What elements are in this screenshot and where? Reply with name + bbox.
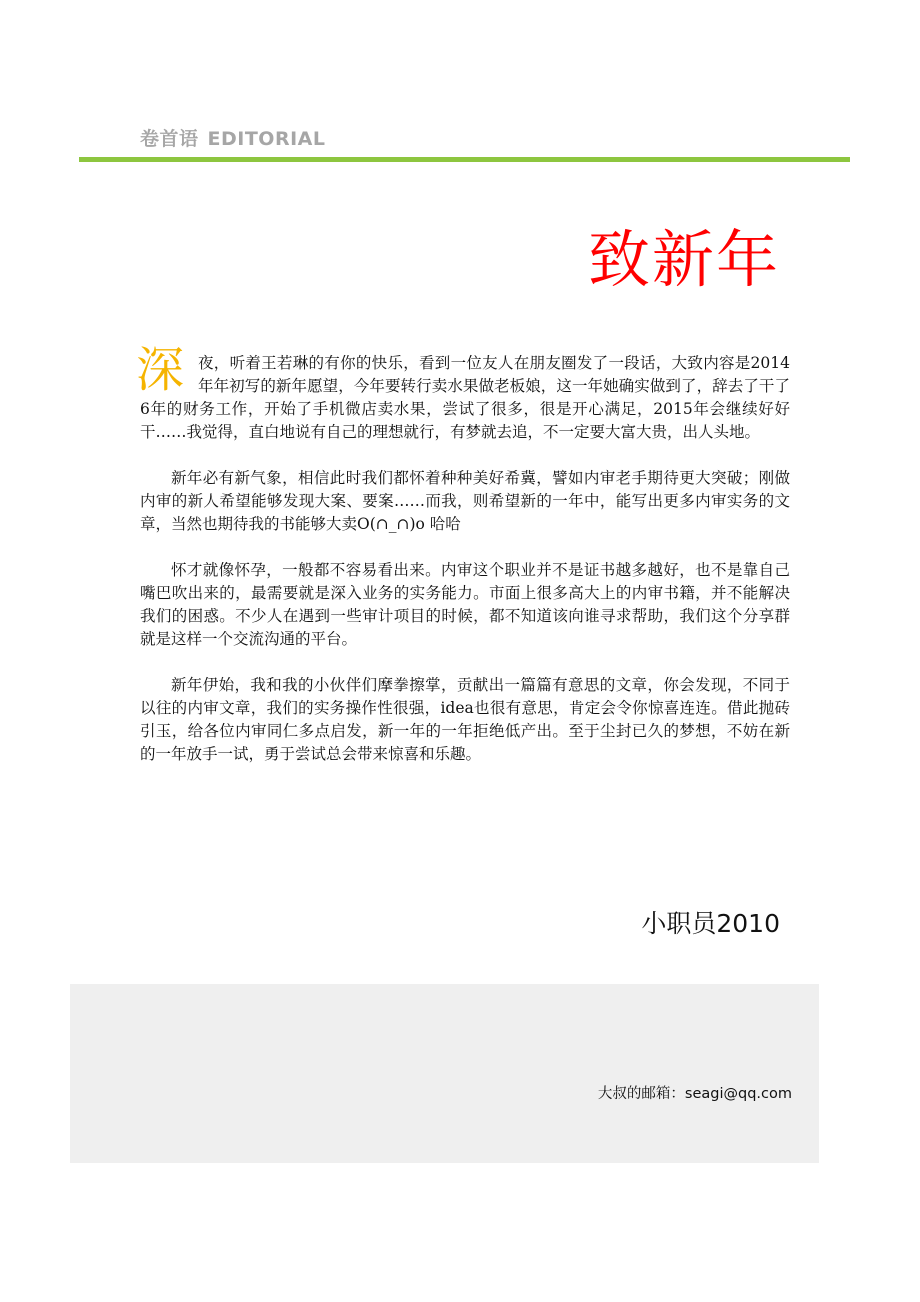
section-label-cn: 卷首语 — [140, 128, 199, 150]
page-title: 致新年 — [587, 223, 780, 296]
article-paragraph-3: 怀才就像怀孕，一般都不容易看出来。内审这个职业并不是证书越多越好，也不是靠自己嘴巴吹出来的，最需要就是深入业务的实务能力。市面上很多高大上的内审书籍，并不能解决我们的困惑。不少人在遇到一些审计项目的时候，都不知道该向谁寻求帮助，我们这个分享群就是这样一个交流沟通的平台。 — [140, 561, 790, 648]
section-label — [140, 124, 325, 151]
drop-cap: 深 — [135, 342, 184, 398]
article-paragraph-4: 新年伊始，我和我的小伙伴们摩拳擦掌，贡献出一篇篇有意思的文章，你会发现，不同于以往的内审文章，我们的实务操作性很强，idea也很有意思，肯定会令你惊喜连连。借此抛砖引玉，给各位内审同仁多点启发，新一年的一年拒绝低产出。至于尘封已久的梦想，不妨在新的一年放手一试，勇于尝试总会带来惊喜和乐趣。 — [140, 676, 790, 763]
article-paragraph-1 — [135, 342, 790, 444]
header-rule — [79, 157, 850, 162]
paragraph-1-text: 夜，听着王若琳的有你的快乐，看到一位友人在朋友圈发了一段话，大致内容是2014年年初写的新年愿望，今年要转行卖水果做老板娘，这一年她确实做到了，辞去了干了6年的财务工作，开始了手机微店卖水果，尝试了很多，很是开心满足，2015年会继续好好干……我觉得，直白地说有自己的理想就行，有梦就去追，不一定要大富大贵，出人头地。 — [140, 354, 790, 441]
article-paragraph-2: 新年必有新气象，相信此时我们都怀着种种美好希冀，譬如内审老手期待更大突破；刚做内审的新人希望能够发现大案、要案……而我，则希望新的一年中，能写出更多内审实务的文章，当然也期待我的书能够大卖O(∩_∩)o 哈哈 — [140, 469, 790, 533]
author-signature: 小职员2010 — [641, 909, 780, 938]
footer-panel — [70, 984, 819, 1163]
section-label-en: EDITORIAL — [207, 128, 326, 150]
contact-email: 大叔的邮箱：seagi@qq.com — [597, 1086, 792, 1102]
article-body — [135, 342, 790, 789]
